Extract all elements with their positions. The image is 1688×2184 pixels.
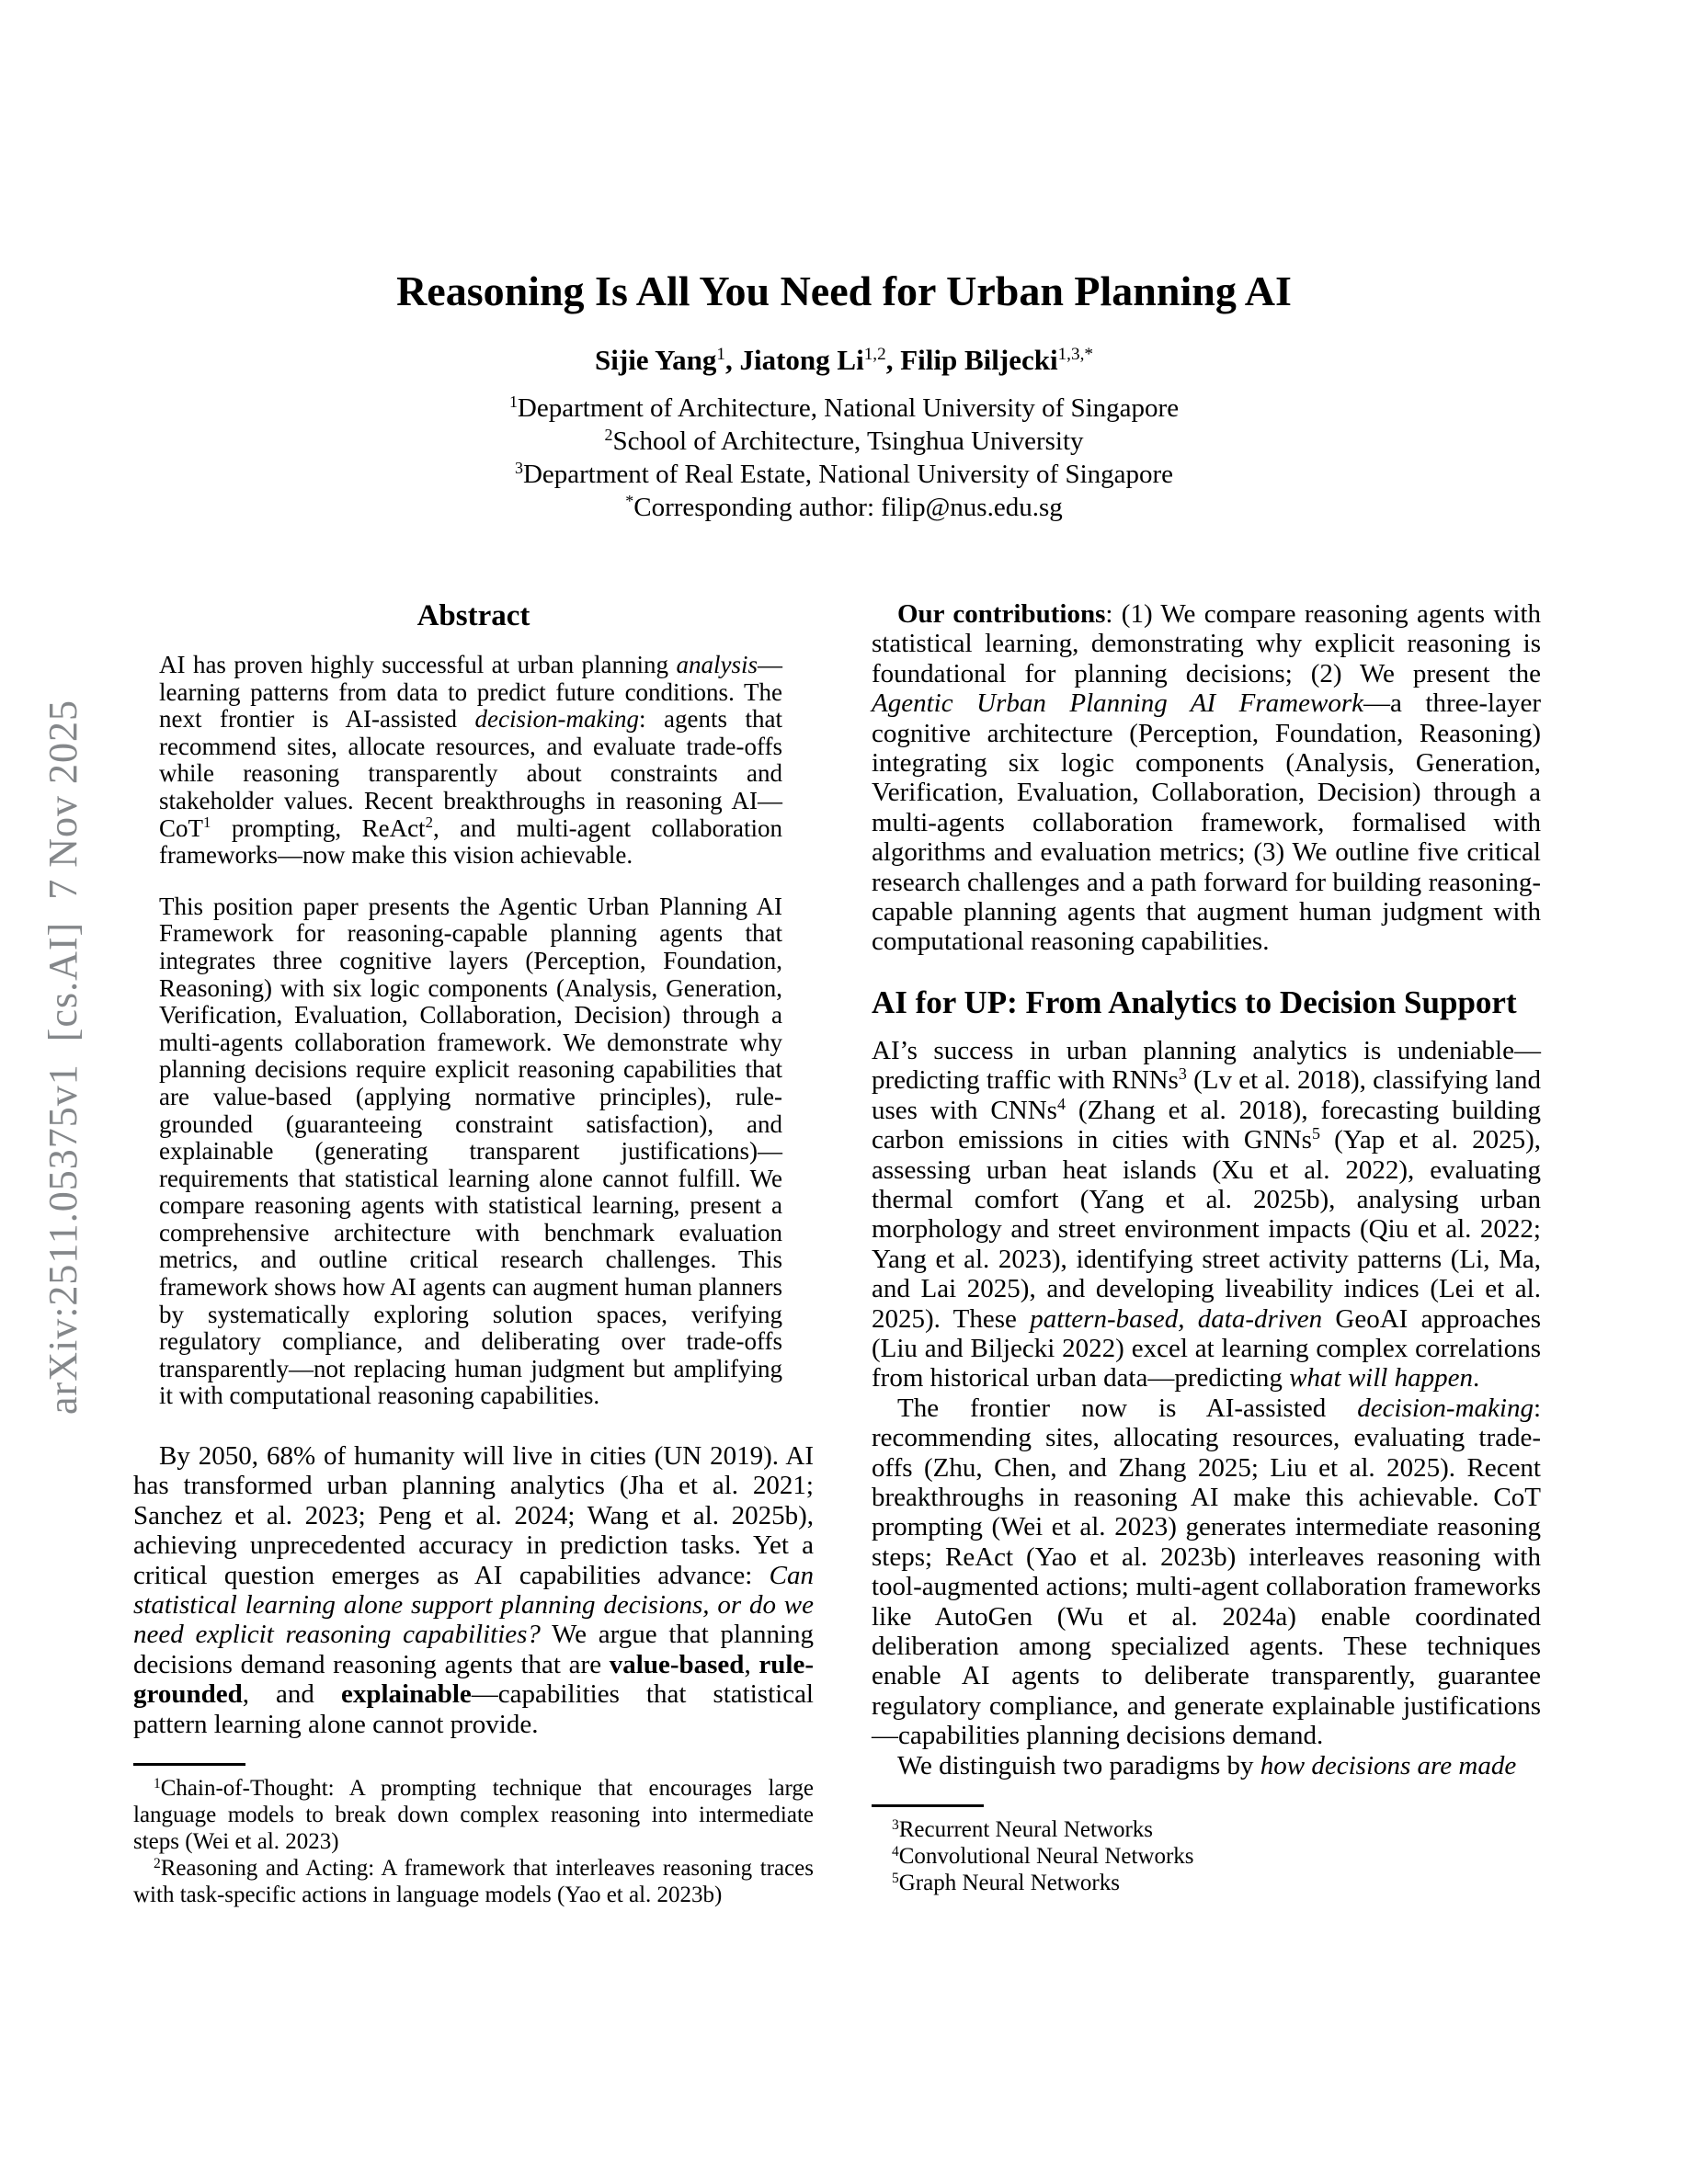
footnote-rule-right — [872, 1804, 984, 1807]
paper-title: Reasoning Is All You Need for Urban Planning AI — [396, 267, 1292, 314]
footnote-rnn: $^3$Recurrent Neural Networks — [892, 1816, 1154, 1843]
corresponding-author-line: *Corresponding author: filip@nus.edu.sg — [625, 492, 1063, 522]
affiliation-2: $^2$School of Architecture, Tsinghua University — [604, 426, 1084, 456]
section-heading-ai-for-up: AI for UP: From Analytics to Decision Support — [872, 984, 1517, 1020]
left-column — [133, 599, 814, 1908]
affiliation-3: $^3$Department of Real Estate, National University of Singapore — [514, 459, 1174, 489]
paradigms-paragraph: We distinguish two paradigms by how decisions are made — [897, 1750, 1517, 1780]
intro-paragraph: By 2050, 68% of humanity will live in cities (UN 2019). AI has transformed urban planning analytics (Jha et al. 2021; Sanchez et al. 2023; Peng et al. 2024; Wang et al. 2025b), achieving unprecedented accuracy in prediction tasks. Yet a critical question emerges as AI capabilities advance: Can statistical learning alone support planning decisions, or do we need explicit reasoning capabilities? We argue that planning decisions demand reasoning agents that are value-based, rule-grounded, and explainable—capabilities that statistical pattern learning alone cannot provide. — [133, 1441, 815, 1739]
affiliations-block — [141, 392, 1547, 524]
footnote-react: $^2$Reasoning and Acting: A framework that interleaves reasoning traces with task-specific actions in language models (Yao et al. 2023b) — [133, 1855, 814, 1908]
abstract-paragraph-1: AI has proven highly successful at urban planning analysis—learning patterns from data to predict future conditions. The next frontier is AI-assisted decision-making: agents that recommend sites, allocate resources, and evaluate trade-offs while reasoning transparently about constraints and stakeholder values. Recent breakthroughs in reasoning AI—CoT$^1$ prompting, ReAct$^2$, and multi-agent collaboration frameworks—now make this vision achievable. — [159, 651, 782, 870]
frontier-paragraph: The frontier now is AI-assisted decision-making: recommending sites, allocating resources, evaluating trade-offs (Zhu, Chen, and Zhang 2025; Liu et al. 2025). Recent breakthroughs in reasoning AI make this achievable. CoT prompting (Wei et al. 2023) generates intermediate reasoning steps; ReAct (Yao et al. 2023b) interleaves reasoning with tool-augmented actions; multi-agent collaboration frameworks like AutoGen (Wu et al. 2024a) enable coordinated deliberation among specialized agents. These techniques enable AI agents to deliberate transparently, guarantee regulatory compliance, and generate explainable justifications—capabilities planning decisions demand. — [872, 1393, 1541, 1751]
abstract-heading: Abstract — [416, 599, 530, 632]
authors-line: Sijie Yang$^1$, Jiatong Li$^{1,2}$, Filip Biljecki$^{1,3,*}$ — [595, 344, 1093, 376]
footnote-rule-left — [133, 1763, 245, 1766]
affiliation-1: $^1$Department of Architecture, National University of Singapore — [508, 392, 1180, 423]
right-column — [872, 599, 1541, 1896]
footnote-gnn: $^5$Graph Neural Networks — [892, 1870, 1120, 1896]
footnote-cnn: $^4$Convolutional Neural Networks — [892, 1843, 1194, 1870]
footnote-cot: $^1$Chain-of-Thought: A prompting technique that encourages large language models to break down complex reasoning into intermediate steps (Wei et al. 2023) — [133, 1775, 814, 1855]
contributions-paragraph: Our contributions: (1) We compare reasoning agents with statistical learning, demonstrating why explicit reasoning is foundational for planning decisions; (2) We present the Agentic Urban Planning AI Framework—a three-layer cognitive architecture (Perception, Foundation, Reasoning) integrating six logic components (Analysis, Generation, Verification, Evaluation, Collaboration, Decision) through a multi-agents collaboration framework, formalised with algorithms and evaluation metrics; (3) We outline five critical research challenges and a path forward for building reasoning-capable planning agents that augment human judgment with computational reasoning capabilities. — [872, 599, 1542, 957]
abstract-paragraph-2: This position paper presents the Agentic Urban Planning AI Framework for reasoning-capable planning agents that integrates three cognitive layers (Perception, Foundation, Reasoning) with six logic components (Analysis, Generation, Verification, Evaluation, Collaboration, Decision) through a multi-agents collaboration framework. We demonstrate why planning decisions require explicit reasoning capabilities that are value-based (applying normative principles), rule-grounded (guaranteeing constraint satisfaction), and explainable (generating transparent justifications)—requirements that statistical learning alone cannot fulfill. We compare reasoning agents with statistical learning, present a comprehensive architecture with benchmark evaluation metrics, and outline critical research challenges. This framework shows how AI agents can augment human planners by systematically exploring solution spaces, verifying regulatory compliance, and deliberating over trade-offs transparently—not replacing human judgment but amplifying it with computational reasoning capabilities. — [159, 892, 782, 1410]
analytics-paragraph: AI’s success in urban planning analytics is undeniable—predicting traffic with RNNs$^3$ (Lv et al. 2018), classifying land uses with CNNs$^4$ (Zhang et al. 2018), forecasting building carbon emissions in cities with GNNs$^5$ (Yap et al. 2025), assessing urban heat islands (Xu et al. 2022), evaluating thermal comfort (Yang et al. 2025b), analysing urban morphology and street environment impacts (Qiu et al. 2022; Yang et al. 2023), identifying street activity patterns (Li, Ma, and Lai 2025), and developing liveability indices (Lei et al. 2025). These pattern-based, data-driven GeoAI approaches (Liu and Biljecki 2022) excel at learning complex correlations from historical urban data—predicting what will happen. — [872, 1035, 1542, 1393]
arxiv-watermark: arXiv:2511.05375v1 [cs.AI] 7 Nov 2025 — [40, 700, 86, 1415]
